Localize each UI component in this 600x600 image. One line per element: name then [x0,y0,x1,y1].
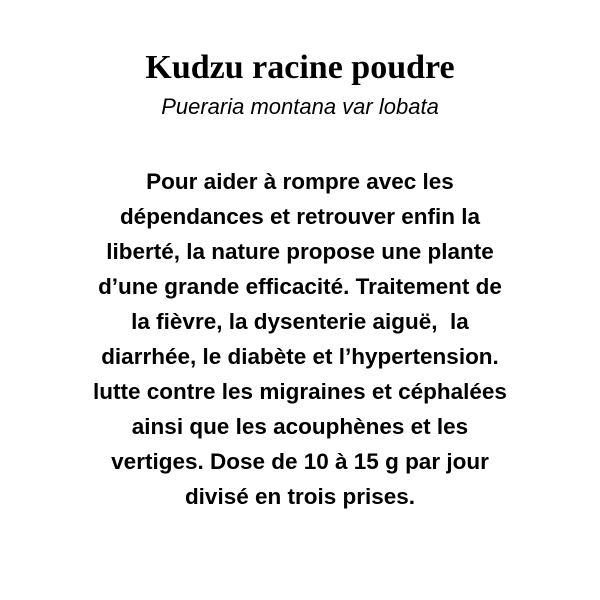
paragraph-line: ainsi que les acouphènes et les [131,414,469,439]
paragraph-line: diarrhée, le diabète et l’hypertension. [101,344,499,369]
paragraph-line: lutte contre les migraines et céphalées [93,379,507,404]
paragraph-line: la fièvre, la dysenterie aiguë, la [131,309,469,334]
paragraph-line: vertiges. Dose de 10 à 15 g par jour [111,449,489,474]
document-title: Kudzu racine poudre [145,49,455,86]
paragraph-line: liberté, la nature propose une plante [106,239,494,264]
paragraph-line: d’une grande efficacité. Traitement de [98,274,502,299]
paragraph-line: dépendances et retrouver enfin la [119,204,481,229]
botanical-name: Pueraria montana var lobata [161,94,439,119]
paragraph-line: Pour aider à rompre avec les [146,169,454,194]
description-paragraph [0,164,600,514]
paragraph-line: divisé en trois prises. [184,484,416,509]
